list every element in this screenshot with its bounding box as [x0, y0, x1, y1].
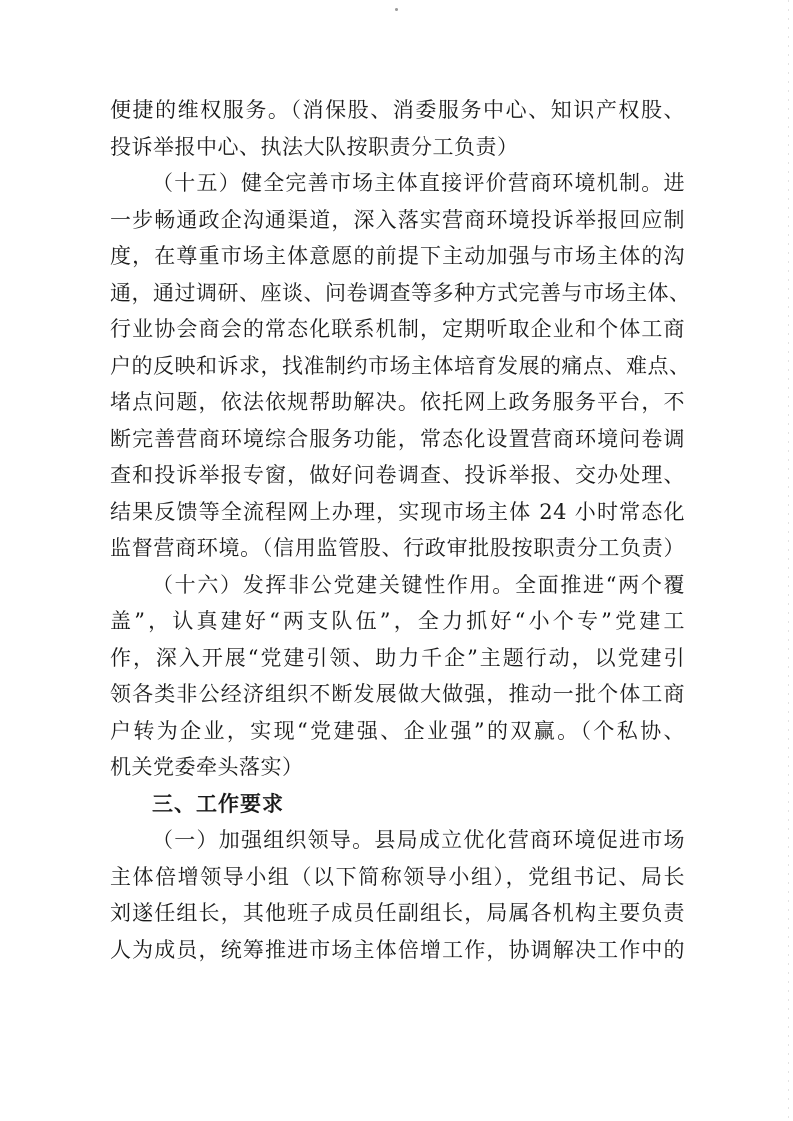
paragraph-16-start: （十六）发挥非公党建关键性作用。全面推进“两个覆	[152, 572, 685, 597]
text-line: 堵点问题，依法依规帮助解决。依托网上政务服务平台，不	[110, 390, 685, 414]
text-line: 度，在尊重市场主体意愿的前提下主动加强与市场主体的沟	[110, 244, 685, 268]
text-line: 查和投诉举报专窗，做好问卷调查、投诉举报、交办处理、	[110, 463, 685, 487]
text-line: 领各类非公经济组织不断发展做大做强，推动一批个体工商	[110, 682, 685, 706]
text-line: 人为成员，统筹推进市场主体倍增工作，协调解决工作中的	[110, 937, 685, 962]
scan-edge	[788, 0, 789, 1121]
text-line: 作，深入开展“党建引领、助力千企”主题行动，以党建引	[110, 645, 685, 670]
section-heading: 三、工作要求	[152, 791, 284, 816]
text-line: 户转为企业，实现“党建强、企业强”的双赢。（个私协、	[110, 718, 685, 743]
paragraph-1-start: （一）加强组织领导。县局成立优化营商环境促进市场	[152, 828, 685, 852]
scan-dot	[395, 8, 398, 11]
text-line: 盖”，认真建好“两支队伍”，全力抓好“小个专”党建工	[110, 609, 685, 633]
document-body	[110, 92, 691, 968]
paragraph-15-start: （十五）健全完善市场主体直接评价营商环境机制。进	[152, 171, 685, 195]
text-line: 机关党委牵头落实）	[110, 755, 304, 779]
text-line: 刘遂任组长，其他班子成员任副组长，局属各机构主要负责	[110, 901, 685, 925]
text-line: 一步畅通政企沟通渠道，深入落实营商环境投诉举报回应制	[110, 207, 685, 232]
text-line: 监督营商环境。（信用监管股、行政审批股按职责分工负责）	[110, 536, 685, 560]
text-line: 行业协会商会的常态化联系机制，定期听取企业和个体工商	[110, 317, 685, 341]
text-line: 通，通过调研、座谈、问卷调查等多种方式完善与市场主体、	[110, 280, 691, 305]
text-line: 断完善营商环境综合服务功能，常态化设置营商环境问卷调	[110, 426, 685, 451]
text-line: 投诉举报中心、执法大队按职责分工负责）	[110, 134, 519, 159]
text-line: 结果反馈等全流程网上办理，实现市场主体 24 小时常态化	[110, 499, 685, 524]
text-line: 便捷的维权服务。（消保股、消委服务中心、知识产权股、	[110, 98, 685, 122]
text-line: 主体倍增领导小组（以下简称领导小组），党组书记、局长	[110, 864, 685, 889]
text-line: 户的反映和诉求，找准制约市场主体培育发展的痛点、难点、	[110, 353, 691, 378]
